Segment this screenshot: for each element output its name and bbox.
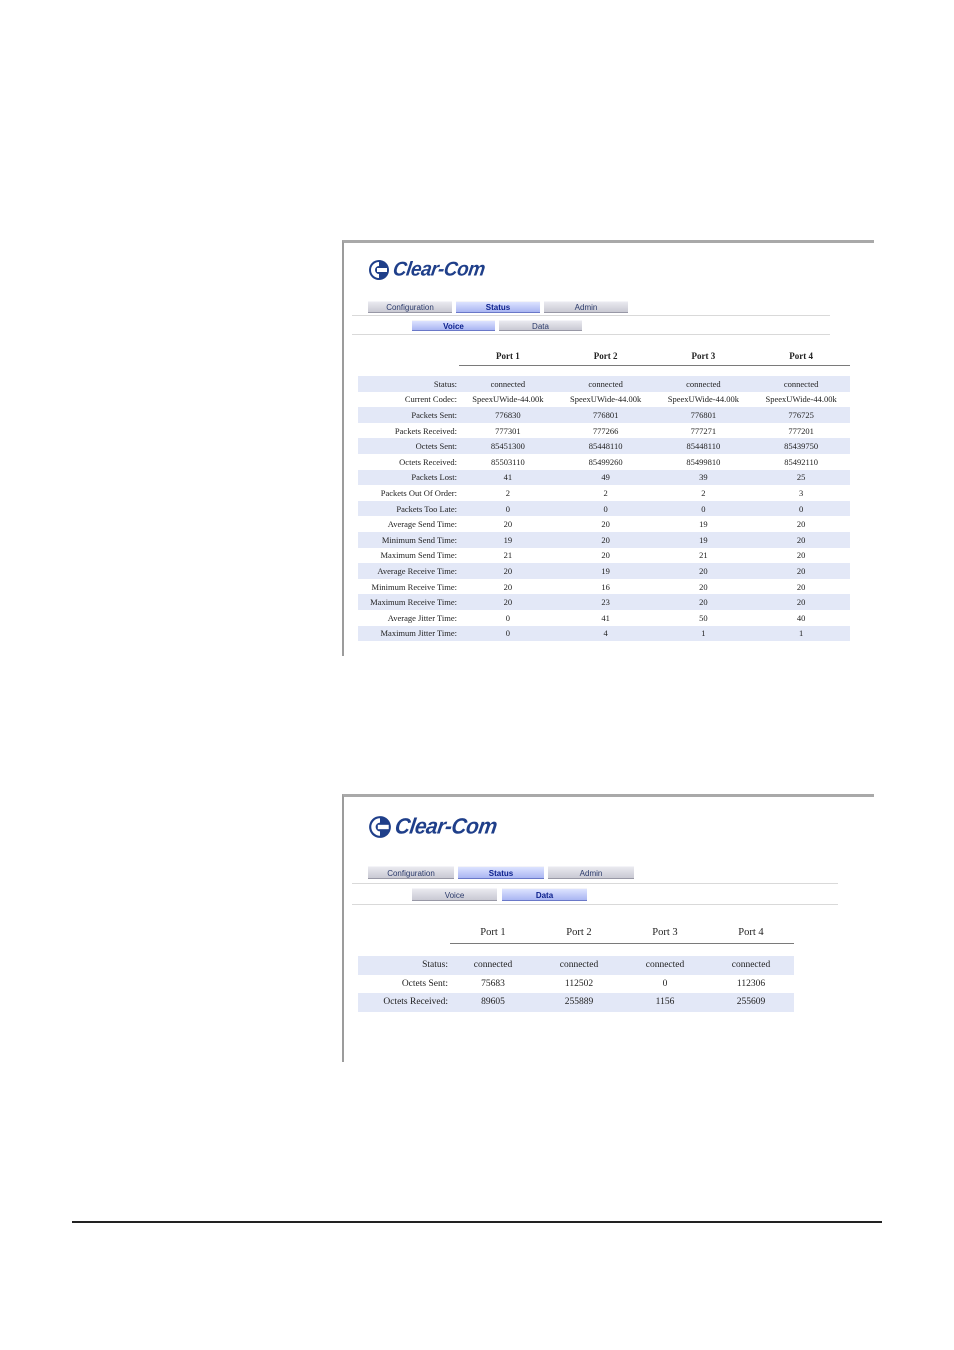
port-2-value: 19 — [557, 563, 655, 579]
port-1-value: 777301 — [495, 425, 521, 436]
tab-status[interactable]: Status — [456, 301, 540, 313]
port-3-value: 85499810 — [686, 456, 721, 467]
row-label: Minimum Receive Time: — [371, 581, 457, 592]
port-2-value: 23 — [557, 594, 655, 610]
column-header-port-3: Port 3 — [655, 347, 753, 366]
port-1-value: 776830 — [459, 407, 557, 423]
port-3-value: 777271 — [690, 425, 717, 436]
port-1-value: 21 — [503, 550, 513, 561]
port-3-value: connected — [655, 376, 753, 392]
port-4-value: 3 — [799, 487, 804, 498]
column-header-port-4: Port 4 — [708, 921, 794, 944]
port-3-value: 19 — [655, 532, 753, 548]
port-1-value: 20 — [459, 594, 557, 610]
subtab-voice[interactable]: Voice — [412, 320, 495, 331]
table-row — [358, 532, 850, 548]
port-1-value: SpeexUWide-44.00k — [472, 394, 544, 405]
logo-text: Clear-Com — [393, 814, 499, 839]
table-row — [358, 501, 850, 517]
column-header-port-2: Port 2 — [557, 347, 655, 366]
row-label: Maximum Jitter Time: — [358, 626, 459, 642]
column-header-port-2: Port 2 — [536, 921, 622, 944]
port-3-value: 0 — [662, 978, 668, 989]
voice-stats-body — [358, 366, 850, 642]
port-1-value: 20 — [459, 563, 557, 579]
port-4-value: 1 — [752, 626, 850, 642]
row-label: Average Jitter Time: — [387, 612, 457, 623]
port-1-value: 85451300 — [459, 438, 557, 454]
port-2-value: 776801 — [557, 407, 655, 423]
port-2-value: connected — [536, 956, 622, 975]
port-2-value: 49 — [557, 470, 655, 486]
table-row — [358, 470, 850, 486]
table-row — [358, 548, 850, 564]
port-2-value: 20 — [557, 532, 655, 548]
table-row — [358, 516, 850, 532]
port-4-value: 777201 — [788, 425, 814, 436]
row-label: Packets Received: — [394, 425, 457, 436]
port-2-value: 85499260 — [588, 456, 623, 467]
column-header-port-1: Port 1 — [450, 921, 536, 944]
column-header-port-1: Port 1 — [459, 347, 557, 366]
port-3-value: SpeexUWide-44.00k — [667, 394, 739, 405]
header-spacer-row — [358, 366, 850, 377]
port-1-value: 89605 — [450, 993, 536, 1012]
table-row — [358, 454, 850, 470]
subtab-data[interactable]: Data — [499, 320, 582, 331]
row-label: Status: — [358, 376, 459, 392]
port-3-value: 50 — [699, 612, 708, 623]
row-label: Packets Lost: — [358, 470, 459, 486]
port-2-value: 4 — [557, 626, 655, 642]
row-label: Maximum Send Time: — [380, 550, 457, 561]
port-1-value: 2 — [505, 487, 510, 498]
port-2-value: SpeexUWide-44.00k — [570, 394, 642, 405]
row-label: Octets Sent: — [358, 438, 459, 454]
port-2-value: 112502 — [564, 978, 594, 989]
table-row — [358, 975, 794, 994]
table-row — [358, 407, 850, 423]
port-2-value: 20 — [601, 519, 610, 530]
port-2-value: 2 — [603, 487, 608, 498]
row-label: Packets Too Late: — [358, 501, 459, 517]
port-3-value: 1 — [655, 626, 753, 642]
port-1-value: 75683 — [481, 978, 505, 989]
port-4-value: 20 — [796, 519, 806, 530]
clear-com-logo-icon — [368, 259, 390, 281]
table-row — [358, 993, 794, 1012]
port-4-value: 20 — [752, 594, 850, 610]
port-3-value: 776801 — [655, 407, 753, 423]
port-1-value: 41 — [459, 470, 557, 486]
port-4-value: 20 — [796, 550, 806, 561]
port-3-value: 39 — [655, 470, 753, 486]
port-4-value: SpeexUWide-44.00k — [765, 394, 837, 405]
main-tab-divider — [352, 883, 838, 884]
sub-tab-divider — [352, 334, 830, 335]
row-label: Octets Received: — [399, 456, 457, 467]
table-row — [358, 392, 850, 408]
port-2-value: 20 — [601, 550, 610, 561]
port-3-value: 1156 — [622, 993, 708, 1012]
row-label: Current Codec: — [404, 394, 457, 405]
table-row — [358, 626, 850, 642]
table-row — [358, 423, 850, 439]
table-row — [358, 485, 850, 501]
tab-admin[interactable]: Admin — [548, 866, 634, 879]
table-row — [358, 956, 794, 975]
page-footer-rule — [72, 1221, 882, 1223]
port-1-value: 20 — [503, 581, 513, 592]
tab-admin[interactable]: Admin — [544, 301, 628, 313]
port-3-value: connected — [622, 956, 708, 975]
port-1-value: 0 — [459, 501, 557, 517]
port-2-value: 0 — [557, 501, 655, 517]
port-2-value: connected — [557, 376, 655, 392]
data-status-screenshot — [342, 794, 874, 1062]
port-3-value: 21 — [699, 550, 708, 561]
port-4-value: 255609 — [708, 993, 794, 1012]
row-label: Maximum Receive Time: — [358, 594, 459, 610]
port-4-value: 0 — [752, 501, 850, 517]
port-4-value: connected — [752, 376, 850, 392]
table-row — [358, 563, 850, 579]
port-4-value: 85492110 — [784, 456, 818, 467]
data-stats-table — [358, 921, 794, 1012]
port-4-value: 20 — [752, 563, 850, 579]
table-row — [358, 594, 850, 610]
column-header-port-3: Port 3 — [622, 921, 708, 944]
tab-configuration[interactable]: Configuration — [368, 301, 452, 313]
row-label: Packets Out Of Order: — [380, 487, 457, 498]
port-2-value: 777266 — [592, 425, 619, 436]
spacer-cell — [358, 944, 794, 957]
port-4-value: 776725 — [752, 407, 850, 423]
port-3-value: 2 — [701, 487, 706, 498]
table-row — [358, 610, 850, 626]
port-4-value: 40 — [796, 612, 806, 623]
port-2-value: 85448110 — [557, 438, 655, 454]
row-label: Packets Sent: — [358, 407, 459, 423]
port-2-value: 41 — [601, 612, 610, 623]
port-3-value: 85448110 — [655, 438, 753, 454]
port-3-value: 0 — [655, 501, 753, 517]
main-tab-divider — [352, 315, 830, 316]
voice-status-screenshot — [342, 240, 874, 656]
port-3-value: 20 — [699, 581, 708, 592]
table-row — [358, 376, 850, 392]
port-1-value: 19 — [459, 532, 557, 548]
port-4-value: 25 — [752, 470, 850, 486]
port-3-value: 20 — [655, 563, 753, 579]
table-row — [358, 438, 850, 454]
header-blank — [358, 921, 450, 944]
data-stats-body — [358, 944, 794, 1012]
tab-configuration[interactable]: Configuration — [368, 866, 454, 879]
port-3-value: 19 — [699, 519, 708, 530]
port-1-value: 0 — [505, 612, 510, 623]
row-label: Status: — [358, 956, 450, 975]
port-1-value: 0 — [459, 626, 557, 642]
subtab-voice[interactable]: Voice — [412, 888, 497, 901]
row-label: Average Receive Time: — [358, 563, 459, 579]
port-1-value: 20 — [503, 519, 513, 530]
table-row — [358, 579, 850, 595]
port-4-value: 85439750 — [752, 438, 850, 454]
header-blank — [358, 347, 459, 366]
row-label: Octets Sent: — [401, 978, 448, 989]
clear-com-logo-icon — [368, 815, 392, 839]
subtab-data[interactable]: Data — [502, 888, 587, 901]
port-1-value: connected — [459, 376, 557, 392]
logo-text: Clear-Com — [391, 258, 487, 281]
row-label: Average Send Time: — [387, 519, 457, 530]
sub-tab-divider — [352, 904, 838, 905]
header-spacer-row — [358, 944, 794, 957]
port-4-value: 112306 — [736, 978, 766, 989]
clear-com-logo — [368, 259, 485, 281]
port-3-value: 20 — [655, 594, 753, 610]
voice-stats-table — [358, 347, 850, 641]
port-4-value: 20 — [752, 532, 850, 548]
port-2-value: 16 — [601, 581, 610, 592]
port-2-value: 255889 — [536, 993, 622, 1012]
tab-status[interactable]: Status — [458, 866, 544, 879]
column-header-port-4: Port 4 — [752, 347, 850, 366]
row-label: Minimum Send Time: — [358, 532, 459, 548]
clear-com-logo — [368, 815, 497, 839]
port-1-value: connected — [450, 956, 536, 975]
port-4-value: 20 — [796, 581, 806, 592]
port-1-value: 85503110 — [491, 456, 525, 467]
port-4-value: connected — [708, 956, 794, 975]
row-label: Octets Received: — [358, 993, 450, 1012]
spacer-cell — [358, 366, 850, 377]
